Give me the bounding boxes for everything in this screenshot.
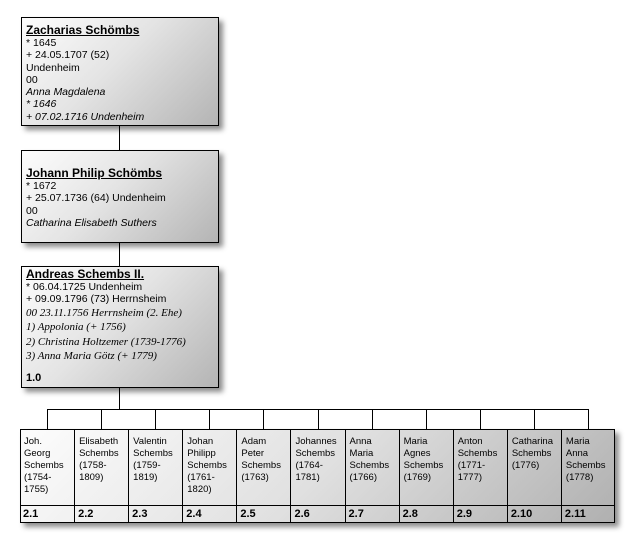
child-detail-line: 1781) — [295, 472, 320, 483]
child-detail-line: (1769) — [403, 472, 432, 483]
child-detail-line: 1820) — [187, 484, 212, 495]
child-box[interactable] — [20, 429, 74, 523]
child-number: 2.8 — [400, 505, 453, 523]
child-box[interactable] — [453, 429, 507, 523]
child-connector — [263, 409, 264, 429]
person-name: Andreas Schembs II. — [26, 267, 145, 281]
child-detail-line: Schembs — [403, 460, 444, 471]
child-number: 2.1 — [20, 505, 74, 523]
child-connector — [155, 409, 156, 429]
connector-2-3 — [119, 243, 120, 266]
child-box[interactable] — [236, 429, 290, 523]
child-connector — [47, 409, 48, 429]
child-details — [350, 436, 397, 484]
child-box[interactable] — [74, 429, 128, 523]
child-detail-line: (1766) — [349, 472, 377, 483]
person-detail: Undenheim — [26, 61, 80, 74]
child-details — [79, 436, 126, 484]
person-detail: + 09.09.1796 (73) Herrnsheim — [26, 293, 167, 306]
person-detail: * 1645 — [26, 37, 57, 49]
person-detail: * 06.04.1725 Undenheim — [26, 281, 143, 293]
child-connector — [318, 409, 319, 429]
child-detail-line: Agnes — [403, 448, 431, 459]
child-detail-line: Schembs — [133, 448, 173, 459]
child-detail-line: Philipp — [187, 448, 216, 459]
child-detail-line: Schembs — [349, 460, 390, 471]
person-detail: + 25.07.1736 (64) Undenheim — [26, 192, 166, 205]
spouse-detail: Catharina Elisabeth Suthers — [26, 216, 157, 229]
spouse-detail: * 1646 — [26, 98, 57, 111]
child-detail-line: (1778) — [565, 472, 594, 483]
child-detail-line: Joh. — [24, 436, 42, 447]
child-detail-line: 1819) — [133, 472, 158, 483]
connector-1-2 — [119, 126, 120, 150]
child-box[interactable] — [290, 429, 344, 523]
person-detail: 00 — [26, 73, 38, 86]
person-box-johann-philip[interactable] — [21, 150, 219, 243]
child-number: 2.10 — [508, 505, 561, 523]
child-detail-line: (1776) — [511, 460, 540, 471]
spouse-detail: + 07.02.1716 Undenheim — [26, 110, 145, 123]
child-detail-line: Catharina — [511, 436, 554, 447]
child-details — [187, 436, 234, 496]
child-detail-line: (1764- — [295, 460, 323, 471]
child-connector — [209, 409, 210, 429]
spouse-detail: 2) Christina Holtzemer (1739-1776) — [26, 335, 186, 348]
child-detail-line: Anna — [565, 448, 589, 459]
child-box[interactable] — [561, 429, 615, 523]
child-connector — [426, 409, 427, 429]
child-detail-line: Maria — [403, 436, 428, 447]
connector-3-children — [119, 388, 120, 409]
person-box-zacharias[interactable] — [21, 17, 219, 126]
child-connector — [588, 409, 589, 429]
person-detail: 00 — [26, 204, 38, 217]
spouse-detail: Anna Magdalena — [26, 86, 106, 99]
child-number: 2.3 — [129, 505, 182, 523]
child-detail-line: Schembs — [79, 448, 119, 459]
child-details — [566, 436, 613, 484]
child-box[interactable] — [128, 429, 182, 523]
child-detail-line: Georg — [24, 448, 51, 459]
child-detail-line: Anna — [349, 436, 372, 447]
child-detail-line: Peter — [241, 448, 265, 459]
child-details — [512, 436, 559, 472]
child-details — [24, 436, 72, 496]
child-detail-line: Maria — [565, 436, 590, 447]
child-number: 2.6 — [291, 505, 344, 523]
child-connector — [372, 409, 373, 429]
child-details — [295, 436, 342, 484]
child-connector — [534, 409, 535, 429]
child-detail-line: Valentin — [133, 436, 167, 447]
child-detail-line: (1761- — [187, 472, 215, 483]
child-box[interactable] — [507, 429, 561, 523]
child-connector — [480, 409, 481, 429]
person-detail: * 1672 — [26, 180, 57, 192]
child-detail-line: (1754- — [24, 472, 52, 483]
child-detail-line: Schembs — [565, 460, 606, 471]
child-detail-line: Johannes — [295, 436, 337, 447]
child-number: 2.9 — [454, 505, 507, 523]
spouse-detail: 1) Appolonia (+ 1756) — [26, 321, 126, 334]
child-detail-line: Elisabeth — [79, 436, 119, 447]
child-detail-line: Schembs — [295, 448, 336, 459]
child-details — [404, 436, 451, 484]
marriage-detail: 00 23.11.1756 Herrnsheim (2. Ehe) — [26, 306, 182, 319]
child-box[interactable] — [345, 429, 399, 523]
child-detail-line: Maria — [349, 448, 374, 459]
child-detail-line: Anton — [457, 436, 483, 447]
child-connector — [101, 409, 102, 429]
child-details — [458, 436, 505, 484]
child-box[interactable] — [399, 429, 453, 523]
child-details — [241, 436, 288, 484]
child-detail-line: Schembs — [511, 448, 552, 459]
child-number: 2.5 — [237, 505, 290, 523]
child-number: 2.7 — [346, 505, 399, 523]
child-detail-line: 1755) — [24, 484, 49, 495]
child-detail-line: (1763) — [241, 472, 269, 483]
child-detail-line: Schembs — [241, 460, 281, 471]
person-name: Zacharias Schömbs — [26, 23, 140, 37]
child-detail-line: (1758- — [79, 460, 107, 471]
child-number: 2.4 — [183, 505, 236, 523]
child-detail-line: (1771- — [457, 460, 486, 471]
person-box-andreas[interactable] — [21, 266, 219, 388]
child-detail-line: Adam — [241, 436, 267, 447]
child-detail-line: (1759- — [133, 460, 161, 471]
child-number: 2.11 — [562, 505, 615, 523]
child-number: 2.2 — [75, 505, 128, 523]
child-detail-line: 1809) — [79, 472, 104, 483]
child-detail-line: Johan — [187, 436, 214, 447]
person-name: Johann Philip Schömbs — [26, 166, 163, 180]
child-box[interactable] — [182, 429, 236, 523]
child-detail-line: Schembs — [457, 448, 498, 459]
person-detail: + 24.05.1707 (52) — [26, 49, 110, 62]
child-detail-line: Schembs — [187, 460, 227, 471]
child-detail-line: 1777) — [457, 472, 483, 483]
child-details — [133, 436, 180, 484]
spouse-detail: 3) Anna Maria Götz (+ 1779) — [26, 350, 157, 363]
child-detail-line: Schembs — [24, 460, 64, 471]
generation-number: 1.0 — [26, 371, 42, 384]
